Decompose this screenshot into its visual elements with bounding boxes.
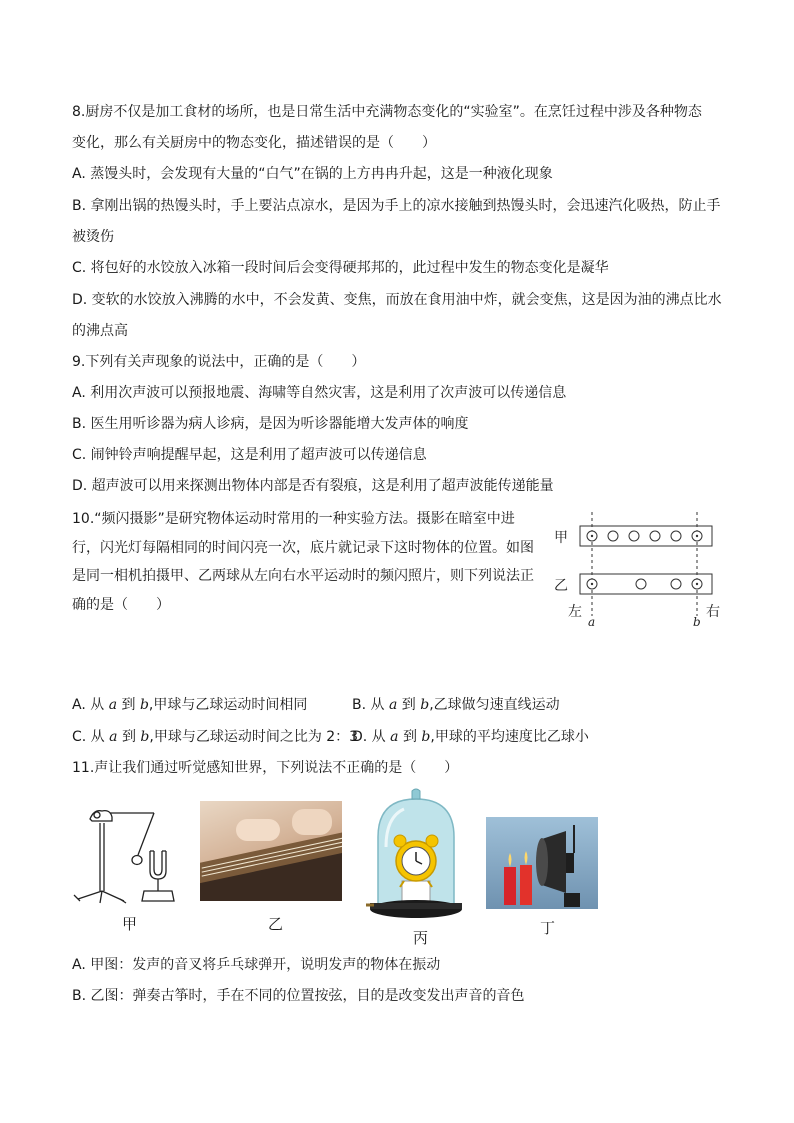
- caption-bing: 丙: [413, 929, 429, 947]
- q9-stem: 9.下列有关声现象的说法中，正确的是（ ）: [72, 354, 366, 370]
- caption-ding: 丁: [540, 919, 556, 937]
- q10-stem: 10.“频闪摄影”是研究物体运动时常用的一种实验方法。摄影在暗室中进行，闪光灯每隔相同的时间闪亮一次，底片就记录下这时物体的位置。如图是同一相机拍摄甲、乙两球从左向右水平运动时的频闪照片，则下列说法正确的是（ ）: [72, 511, 534, 613]
- jia-ball: [650, 531, 660, 541]
- q9-option-b: B. 医生用听诊器为病人诊病，是因为听诊器能增大发声体的响度: [72, 416, 469, 432]
- q10-option-d: D. 从 a 到 b,甲球的平均速度比乙球小: [352, 729, 589, 745]
- caption-jia: 甲: [122, 915, 138, 933]
- q8-stem-line1: 8.厨房不仅是加工食材的场所，也是日常生活中充满物态变化的“实验室”。在烹饪过程中涉及各种物态: [72, 104, 702, 120]
- q11-option-b: B. 乙图：弹奏古筝时，手在不同的位置按弦，目的是改变发出声音的音色: [72, 988, 525, 1004]
- q8-option-c: C. 将包好的水饺放入冰箱一段时间后会变得硬邦邦的，此过程中发生的物态变化是凝华: [72, 260, 609, 276]
- q8-option-d-line1: D. 变软的水饺放入沸腾的水中，不会发黄、变焦，而放在食用油中炸，就会变焦，这是因为油的沸点比水: [72, 292, 722, 308]
- q9-option-d: D. 超声波可以用来探测出物体内部是否有裂痕，这是利用了超声波能传递能量: [72, 478, 554, 494]
- q8-option-d-line2: 的沸点高: [72, 323, 128, 339]
- q8-option-a: A. 蒸馒头时，会发现有大量的“白气”在锅的上方冉冉升起，这是一种液化现象: [72, 166, 553, 182]
- label-right: 右: [706, 604, 720, 620]
- q11-stem: 11.声让我们通过听觉感知世界，下列说法不正确的是（ ）: [72, 760, 459, 776]
- tuning-fork-figure: [70, 795, 188, 913]
- q9-option-a: A. 利用次声波可以预报地震、海啸等自然灾害，这是利用了次声波可以传递信息: [72, 385, 567, 401]
- jia-ball: [608, 531, 618, 541]
- jia-ball: [629, 531, 639, 541]
- yi-ball: [636, 579, 646, 589]
- guzheng-photo: [200, 801, 342, 901]
- q10-option-c: C. 从 a 到 b,甲球与乙球运动时间之比为 2：3: [72, 729, 359, 745]
- label-b: b: [693, 615, 701, 629]
- label-left: 左: [568, 604, 582, 620]
- q8-option-b-line1: B. 拿刚出锅的热馒头时，手上要沾点凉水，是因为手上的凉水接触到热馒头时，会迅速汽化吸热，防止手: [72, 198, 721, 214]
- q8-stem-line2: 变化，那么有关厨房中的物态变化，描述错误的是（ ）: [72, 135, 436, 151]
- q11-option-a: A. 甲图：发声的音叉将乒乓球弹开，说明发声的物体在振动: [72, 957, 441, 973]
- q8-option-b-line2: 被烫伤: [72, 229, 114, 245]
- q10-option-a: A. 从 a 到 b,甲球与乙球运动时间相同: [72, 697, 308, 713]
- jia-ball: [671, 531, 681, 541]
- yi-ball: [671, 579, 681, 589]
- bell-jar-figure: [364, 787, 468, 923]
- label-yi: 乙: [554, 578, 568, 594]
- q10-option-b: B. 从 a 到 b,乙球做匀速直线运动: [352, 697, 560, 713]
- q9-option-c: C. 闹钟铃声响提醒早起，这是利用了超声波可以传递信息: [72, 447, 427, 463]
- strobe-photo-figure: [548, 508, 728, 634]
- speaker-candle-figure: [486, 817, 598, 909]
- label-a: a: [588, 615, 596, 629]
- caption-yi: 乙: [268, 915, 284, 933]
- label-jia: 甲: [554, 530, 568, 546]
